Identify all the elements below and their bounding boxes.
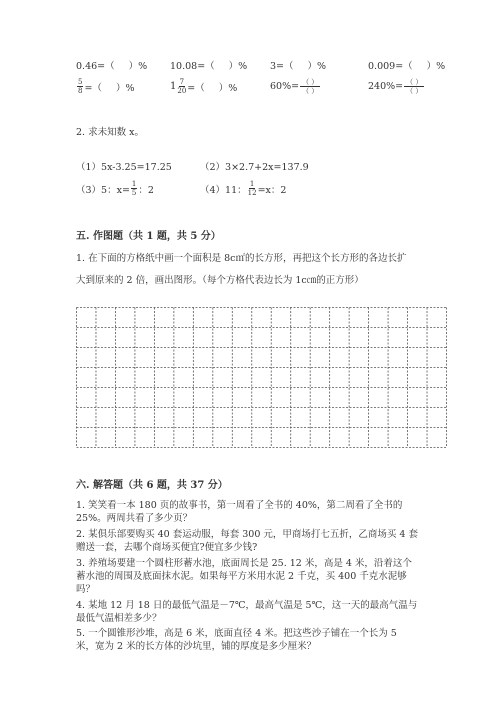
blank-text: ）%	[128, 61, 148, 72]
blank-text: ）%	[307, 61, 327, 72]
section6-line: 1. 笑笑看一本 180 页的故事书，第一周看了全书的 40%，第二周看了全书的	[76, 500, 403, 511]
blank-2-3	[270, 78, 321, 95]
section5-q1-line1: 1. 在下面的方格纸中画一个面积是 8c㎡的长方形，再把这个长方形的各边长扩	[76, 253, 407, 264]
blank-text: =（	[187, 82, 205, 94]
blank-text: 3=（	[270, 61, 294, 72]
blank-text: ）%	[426, 61, 446, 72]
q2-eq2: （2）3×2.7+2x=137.9	[200, 162, 309, 173]
section6-line: 赠送一套，去哪个商场买便宜?便宜多少钱?	[76, 542, 258, 553]
section6-line: 2. 某俱乐部要购买 40 套运动服，每套 300 元，甲商场打七五折，乙商场买 4 套	[76, 529, 418, 540]
blank-text: 10.08=（	[170, 61, 215, 72]
blank-text: ）%	[228, 61, 248, 72]
blank-text: ）%	[218, 82, 238, 94]
grid-paper[interactable]	[76, 307, 447, 448]
section6-line: 5. 一个圆锥形沙堆，高是 6 米，底面直径 4 米。把这些沙子铺在一个长为 5	[76, 628, 397, 639]
blank-text: 0.009=（	[368, 61, 413, 72]
blank-text: =（	[84, 82, 102, 94]
section6-line: 3. 养殖场要建一个圆柱形蓄水池，底面周长是 25. 12 米，高是 4 米，沿着这个	[76, 558, 412, 569]
blank-fraction: （ ） （ ）	[302, 78, 319, 95]
fraction: $\frac{7}{20}$	[177, 78, 187, 95]
mixed-whole: 1	[170, 81, 177, 92]
section5-title: 五. 作图题（共 1 题，共 5 分）	[76, 231, 221, 242]
section6-title: 六. 解答题（共 6 题，共 37 分）	[76, 480, 228, 491]
q2-eq1: （1）5x-3.25=17.25	[76, 162, 172, 173]
eq-text: =x：2	[257, 184, 287, 196]
grid-svg[interactable]	[76, 307, 447, 448]
section6-line: 最低气温相差多少？	[76, 613, 162, 624]
blank-2-1	[76, 78, 134, 95]
blank-text: 60%=	[270, 81, 300, 92]
eq-text: ：2	[138, 184, 154, 196]
fraction: $\frac{5}{8}$	[78, 78, 83, 95]
blank-text: 0.46=（	[76, 61, 115, 72]
blank-2-2	[170, 78, 237, 95]
blank-1-2	[170, 58, 247, 72]
blank-text: 240%=	[368, 81, 404, 92]
fraction: $\frac{1}{5}$	[131, 180, 137, 197]
section6-line: 米，宽为 2 米的长方体的沙坑里，铺的厚度是多少厘米？	[76, 641, 317, 652]
section5-q1-line2: 大到原来的 2 倍，画出图形。（每个方格代表边长为 1c㎝的正方形）	[76, 275, 364, 286]
blank-text: ）%	[115, 82, 135, 94]
fraction: $\frac{1}{12}$	[247, 180, 257, 197]
q2-title: 2. 求未知数 x。	[76, 127, 144, 138]
section6-line: 吗？	[76, 584, 96, 595]
section6-line: 蓄水池的周围及底面抹水泥。如果每平方米用水泥 2 千克，买 400 千克水泥够	[76, 571, 407, 582]
blank-1-1	[76, 58, 147, 72]
q2-eq4	[200, 180, 286, 197]
section6-line: 4. 某地 12 月 18 日的最低气温是－7℃，最高气温是 5℃，这一天的最高气温与	[76, 600, 418, 611]
blank-2-4	[368, 78, 425, 95]
blank-fraction: （ ） （ ）	[406, 78, 423, 95]
section6-line: 25%。两周共看了多少页？	[76, 513, 193, 524]
q2-eq3	[76, 180, 154, 197]
eq-text: （3）5：x=	[76, 184, 130, 196]
blank-1-4	[368, 58, 445, 72]
blank-1-3	[270, 58, 326, 72]
eq-text: （4）11：	[200, 184, 247, 196]
